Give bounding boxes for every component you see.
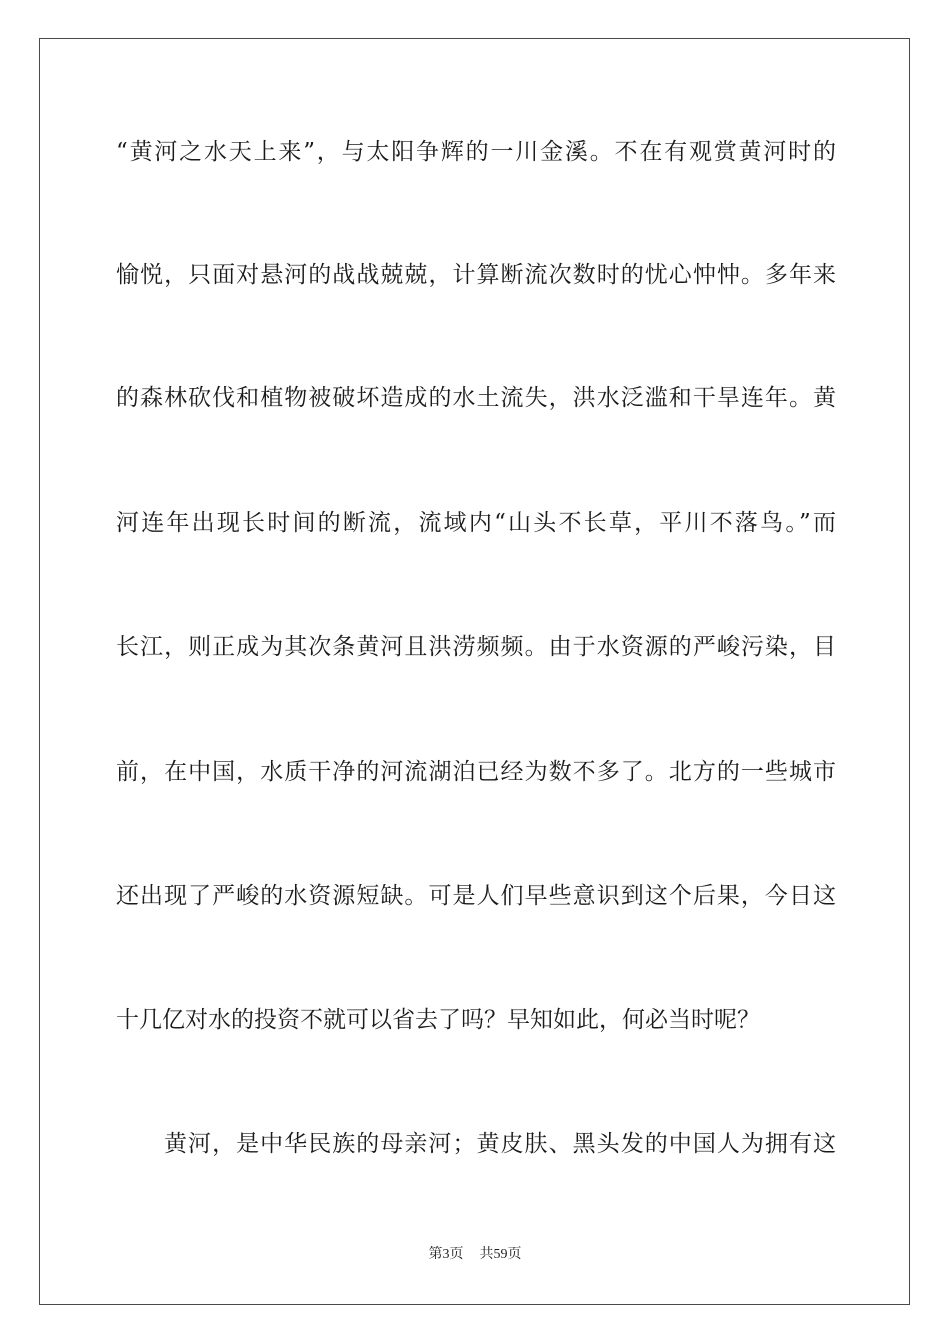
text-line: 长江，则正成为其次条黄河且洪涝频频。由于水资源的严峻污染，目: [116, 634, 836, 660]
text-line: 河连年出现长时间的断流，流域内“山头不长草，平川不落鸟。”而: [116, 510, 836, 536]
text-line: 还出现了严峻的水资源短缺。可是人们早些意识到这个后果，今日这: [116, 883, 836, 909]
text-line: “黄河之水天上来”，与太阳争辉的一川金溪。不在有观赏黄河时的: [116, 139, 836, 165]
page-total: 共59页: [479, 1247, 522, 1262]
paragraph-start-line: 黄河，是中华民族的母亲河；黄皮肤、黑头发的中国人为拥有这: [164, 1131, 836, 1157]
text-line: 前，在中国，水质干净的河流湖泊已经为数不多了。北方的一些城市: [116, 759, 836, 785]
page-number: 第3页: [428, 1247, 464, 1262]
text-line: 的森林砍伐和植物被破坏造成的水土流失，洪水泛滥和干旱连年。黄: [116, 385, 836, 411]
page-border: [39, 38, 910, 1305]
text-line: 十几亿对水的投资不就可以省去了吗？早知如此，何必当时呢？: [116, 1007, 760, 1033]
text-line: 愉悦，只面对悬河的战战兢兢，计算断流次数时的忧心忡忡。多年来: [116, 262, 836, 288]
page-footer: [0, 1243, 950, 1263]
